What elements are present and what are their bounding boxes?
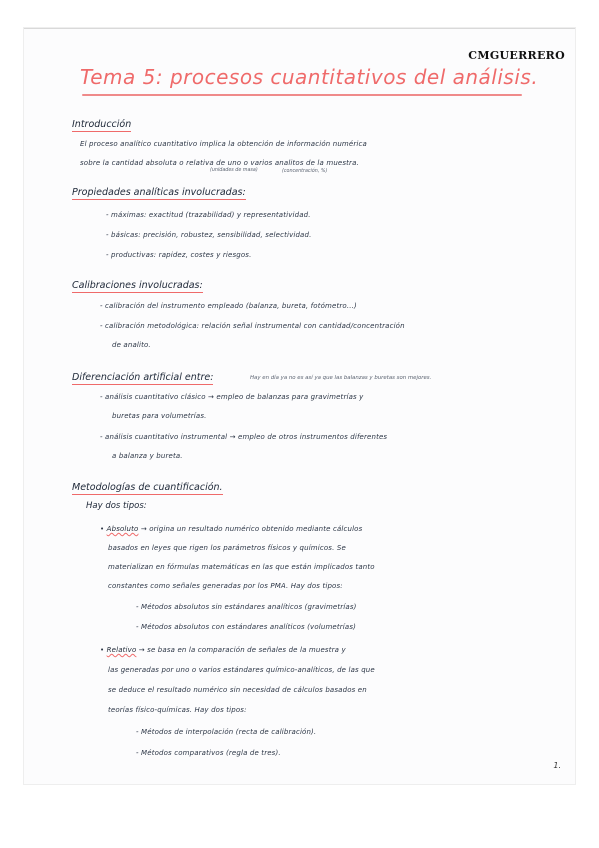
absoluto-line: basados en leyes que rigen los parámetros físicos y químicos. Se [108, 544, 346, 552]
diferenciacion-item: - análisis cuantitativo clásico → empleo de balanzas para gravimetrías y [100, 393, 364, 401]
page-title: Tema 5: procesos cuantitativos del análisis. [80, 65, 539, 89]
absoluto-line: • Absoluto → origina un resultado numérico obtenido mediante cálculos [100, 525, 363, 533]
notebook-page [24, 28, 575, 784]
relativo-text: → se basa en la comparación de señales de la muestra y [138, 646, 346, 654]
title-underline [82, 94, 522, 96]
absoluto-type: - Métodos absolutos con estándares analíticos (volumetrías) [136, 623, 357, 631]
propiedades-item: - máximas: exactitud (trazabilidad) y representatividad. [106, 211, 311, 219]
relativo-line: teorías físico-químicas. Hay dos tipos: [108, 706, 247, 714]
absoluto-type: - Métodos absolutos sin estándares analíticos (gravimetrías) [136, 603, 357, 611]
metodologias-subheading: Hay dos tipos: [86, 501, 147, 511]
page-number: 1. [553, 761, 561, 770]
diferenciacion-item: buretas para volumetrías. [112, 412, 207, 420]
absoluto-label: Absoluto [106, 525, 139, 533]
diferenciacion-heading: Diferenciación artificial entre: [72, 372, 214, 383]
propiedades-item: - básicas: precisión, robustez, sensibilidad, selectividad. [106, 231, 312, 239]
relativo-line: se deduce el resultado numérico sin necesidad de cálculos basados en [108, 686, 367, 694]
intro-note-concentration: (concentración, %) [282, 169, 328, 174]
author-label: CMGUERRERO [468, 49, 565, 62]
relativo-type: - Métodos de interpolación (recta de calibración). [136, 728, 317, 736]
relativo-type: - Métodos comparativos (regla de tres). [136, 749, 281, 757]
absoluto-line: constantes como señales generadas por los PMA. Hay dos tipos: [108, 582, 343, 590]
absoluto-text: → origina un resultado numérico obtenido mediante cálculos [140, 525, 363, 533]
calibraciones-item: - calibración metodológica: relación señal instrumental con cantidad/concentración [100, 322, 405, 330]
relativo-line: las generadas por uno o varios estándares químico-analíticos, de las que [108, 666, 375, 674]
calibraciones-item: de analito. [112, 341, 151, 349]
diferenciacion-item: a balanza y bureta. [112, 452, 183, 460]
calibraciones-heading: Calibraciones involucradas: [72, 280, 203, 291]
intro-line-1: El proceso analítico cuantitativo implica la obtención de información numérica [80, 140, 367, 148]
relativo-label: Relativo [106, 646, 137, 654]
propiedades-item: - productivas: rapidez, costes y riesgos. [106, 251, 252, 259]
absoluto-line: materializan en fórmulas matemáticas en las que están implicados tanto [108, 563, 375, 571]
calibraciones-item: - calibración del instrumento empleado (balanza, bureta, fotómetro...) [100, 302, 357, 310]
diferenciacion-aside: Hay en día ya no es así ya que las balanzas y buretas son mejores. [250, 375, 432, 381]
diferenciacion-item: - análisis cuantitativo instrumental → empleo de otros instrumentos diferentes [100, 433, 388, 441]
intro-heading: Introducción [72, 119, 132, 130]
propiedades-heading: Propiedades analíticas involucradas: [72, 187, 246, 198]
relativo-line: • Relativo → se basa en la comparación de señales de la muestra y [100, 646, 346, 654]
metodologias-heading: Metodologías de cuantificación. [72, 482, 223, 493]
intro-line-2: sobre la cantidad absoluta o relativa de uno o varios analitos de la muestra. [80, 159, 359, 167]
intro-note-mass: (unidades de masa) [210, 168, 258, 173]
